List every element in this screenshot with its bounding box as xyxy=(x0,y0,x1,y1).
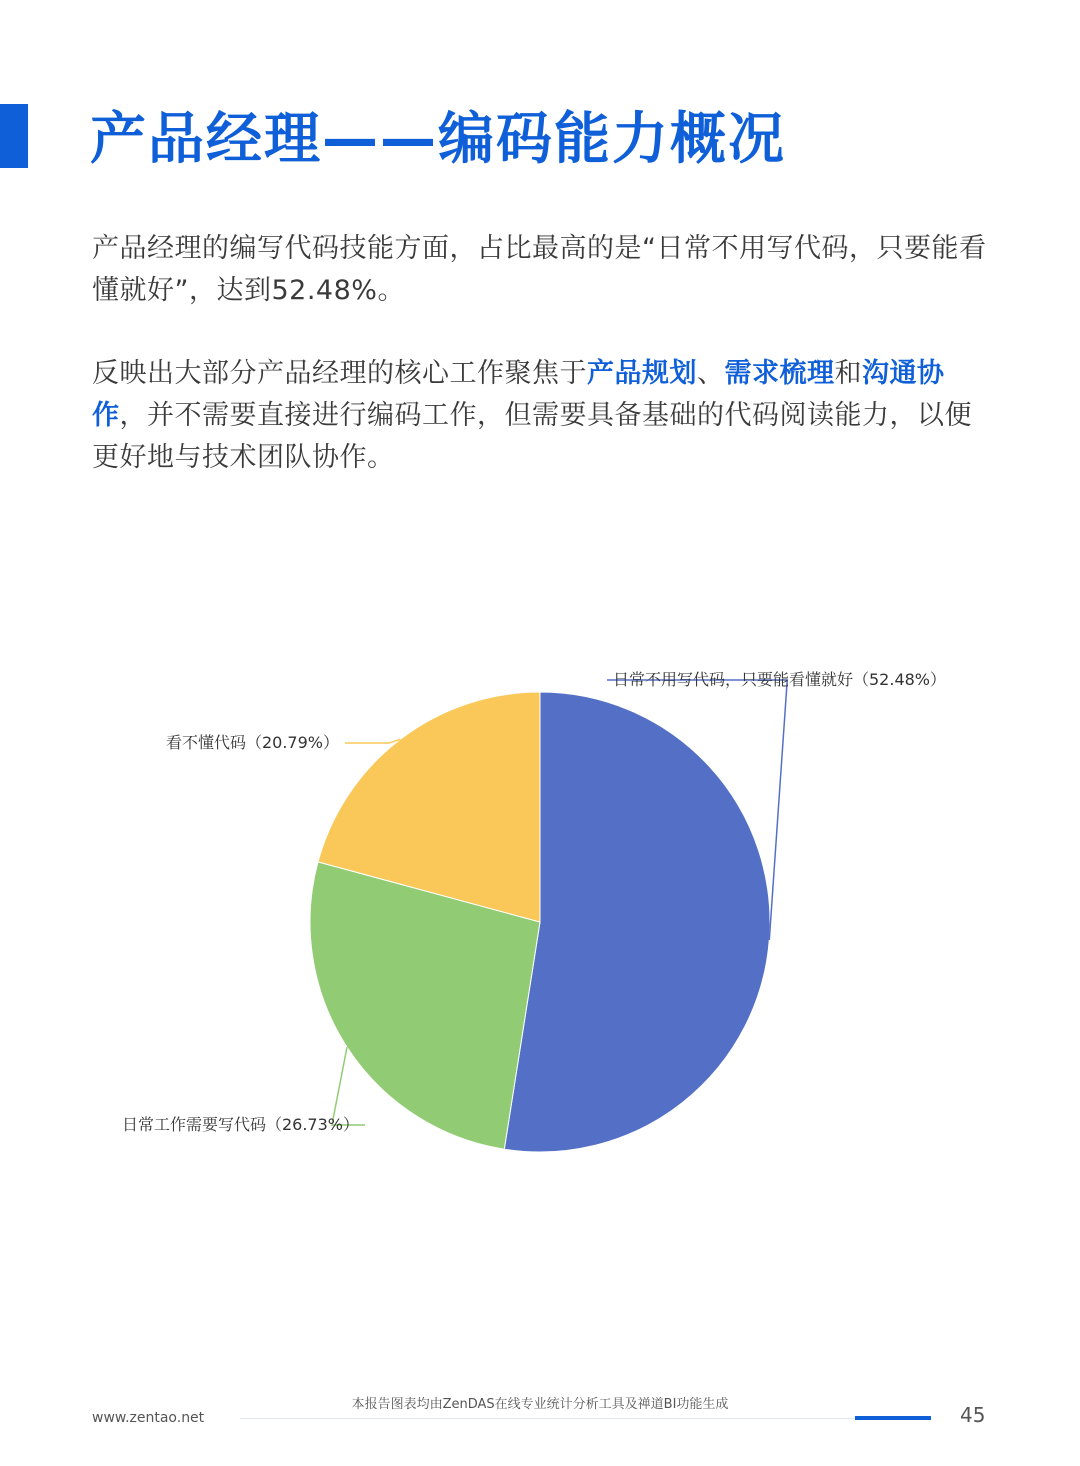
highlight-product-planning: 产品规划 xyxy=(587,358,697,389)
highlight-communication: 沟通协作 xyxy=(92,358,945,431)
separator-2: 和 xyxy=(834,358,862,389)
footer-accent-bar xyxy=(855,1416,931,1420)
analysis-text-lead: 反映出大部分产品经理的核心工作聚焦于 xyxy=(92,358,587,389)
slice-coding-required-label: 日常工作需要写代码（26.73%） xyxy=(121,1115,359,1134)
slice-no-coding-needed-label: 日常不用写代码，只要能看懂就好（52.48%） xyxy=(613,670,947,689)
page-number: 45 xyxy=(960,1403,986,1427)
slice-no-coding-needed xyxy=(504,692,770,1152)
highlight-requirement-analysis: 需求梳理 xyxy=(724,358,835,389)
slice-cannot-read-code-label: 看不懂代码（20.79%） xyxy=(165,733,339,752)
slice-cannot-read-code-leader-line xyxy=(345,739,400,743)
analysis-text-tail: ，并不需要直接进行编码工作，但需要具备基础的代码阅读能力，以便更好地与技术团队协作。 xyxy=(92,400,972,473)
intro-paragraph: 产品经理的编写代码技能方面，占比最高的是“日常不用写代码，只要能看懂就好”，达到52.48%。 xyxy=(92,233,987,306)
pie-chart xyxy=(0,600,1080,1200)
analysis-paragraph xyxy=(92,353,992,479)
separator-1: 、 xyxy=(697,358,725,389)
footer-url: www.zentao.net xyxy=(92,1410,205,1426)
title-accent-bar xyxy=(0,104,28,168)
footer-note: 本报告图表均由ZenDAS在线专业统计分析工具及禅道BI功能生成 xyxy=(351,1397,729,1412)
page-title: 产品经理——编码能力概况 xyxy=(90,107,786,172)
footer-divider xyxy=(240,1418,930,1419)
